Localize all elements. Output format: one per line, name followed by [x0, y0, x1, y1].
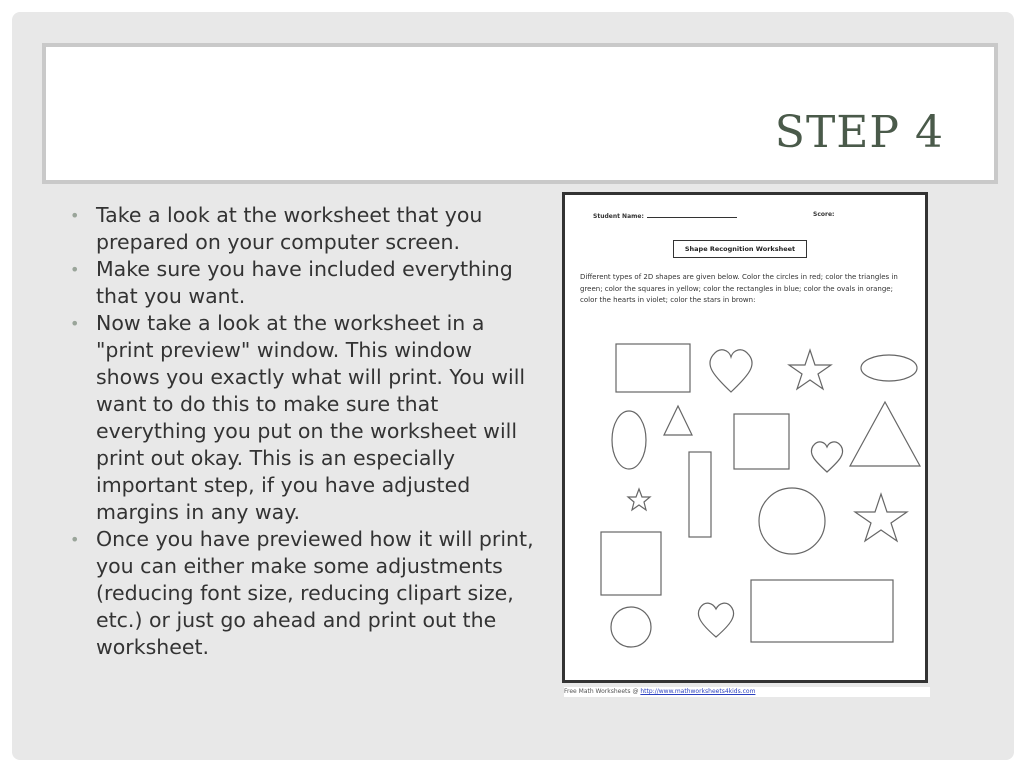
bullet-list — [66, 202, 536, 661]
student-name-label: Student Name: — [593, 213, 644, 220]
bullet-glyph: • — [70, 530, 80, 549]
square-shape — [734, 414, 789, 469]
heart-shape — [710, 350, 752, 392]
rectangle-shape — [616, 344, 690, 392]
bullet-text: Take a look at the worksheet that you prepared on your computer screen. — [96, 203, 483, 254]
worksheet-image — [562, 192, 928, 683]
worksheet-footer — [564, 687, 930, 697]
shapes-drawing — [565, 195, 925, 680]
heart-shape — [698, 603, 733, 637]
bullet-glyph: • — [70, 314, 80, 333]
score-label: Score: — [813, 211, 835, 218]
bullet-item — [66, 256, 536, 310]
heart-shape — [811, 442, 842, 472]
star-shape — [855, 494, 907, 541]
bullet-glyph: • — [70, 206, 80, 225]
square-shape — [601, 532, 661, 595]
rectangle-shape — [689, 452, 711, 537]
bullet-item — [66, 526, 536, 661]
bullet-text: Once you have previewed how it will print, you can either make some adjustments (reducing font size, reducing clipart size, etc.) or just go ahead and print out the worksheet. — [96, 527, 534, 659]
bullet-text: Make sure you have included everything that you want. — [96, 257, 513, 308]
footer-link[interactable]: http://www.mathworksheets4kids.com — [640, 688, 756, 695]
slide-title: STEP 4 — [774, 107, 944, 158]
oval-shape — [861, 355, 917, 381]
star-shape — [789, 350, 831, 389]
oval-shape — [612, 411, 646, 469]
bullet-item — [66, 202, 536, 256]
circle-shape — [759, 488, 825, 554]
worksheet-title: Shape Recognition Worksheet — [673, 240, 807, 258]
slide — [12, 12, 1014, 760]
circle-shape — [611, 607, 651, 647]
bullet-text: Now take a look at the worksheet in a "print preview" window. This window shows you exactly what will print. You will want to do this to make sure that everything you put on the worksheet will print out okay. This is an especially important step, if you have adjusted margins in any way. — [96, 311, 526, 524]
bullet-glyph: • — [70, 260, 80, 279]
triangle-shape — [850, 402, 920, 466]
star-shape — [628, 489, 650, 510]
worksheet-instructions: Different types of 2D shapes are given below. Color the circles in red; color the triangles in green; color the squares in yellow; color the rectangles in blue; color the ovals in orange; color the hearts in violet; color the stars in brown: — [580, 273, 898, 304]
footer-prefix: Free Math Worksheets @ — [564, 688, 639, 695]
bullet-item — [66, 310, 536, 526]
rectangle-shape — [751, 580, 893, 642]
triangle-shape — [664, 406, 692, 435]
title-box — [42, 43, 998, 184]
